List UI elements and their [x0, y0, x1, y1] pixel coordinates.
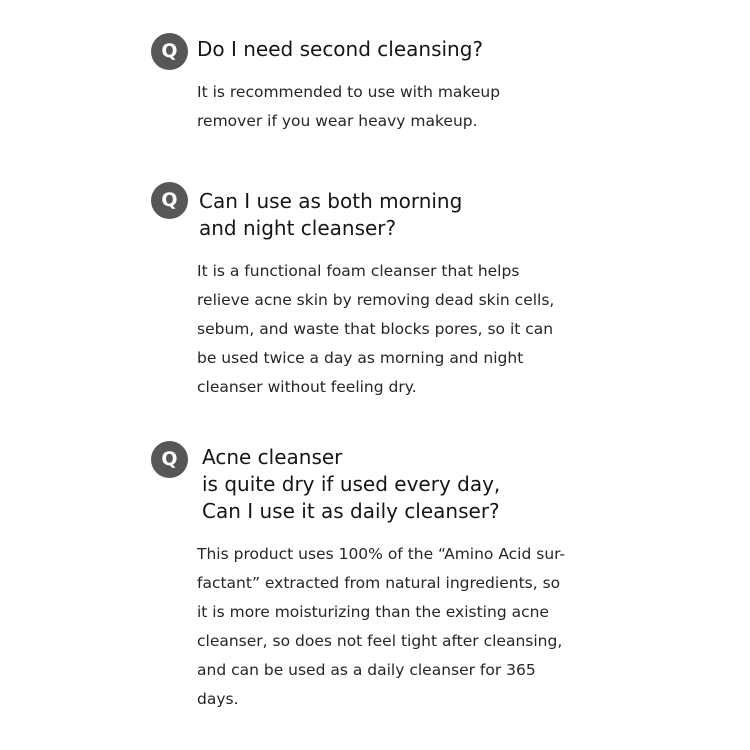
faq-question-1: [197, 36, 483, 63]
answer-line: cleanser, so does not feel tight after cleansing,: [197, 632, 563, 650]
question-line: Can I use as both morning: [199, 189, 463, 213]
answer-line: This product uses 100% of the “Amino Acid sur-: [197, 545, 566, 563]
answer-line: It is recommended to use with makeup: [197, 83, 501, 101]
faq-answer-3: [197, 540, 565, 714]
answer-line: be used twice a day as morning and night: [197, 349, 524, 367]
question-line: is quite dry if used every day,: [202, 472, 501, 496]
answer-line: remover if you wear heavy makeup.: [197, 112, 478, 130]
faq-answer-2: [197, 257, 554, 402]
answer-line: it is more moisturizing than the existing acne: [197, 603, 549, 621]
question-line: Acne cleanser: [202, 445, 343, 469]
answer-line: and can be used as a daily cleanser for 365: [197, 661, 536, 679]
answer-line: sebum, and waste that blocks pores, so it can: [197, 320, 554, 338]
answer-line: relieve acne skin by removing dead skin cells,: [197, 291, 555, 309]
faq-answer-1: [197, 78, 500, 136]
answer-line: cleanser without feeling dry.: [197, 378, 417, 396]
q-badge-icon: Q: [151, 33, 188, 70]
answer-line: factant” extracted from natural ingredients, so: [197, 574, 561, 592]
answer-line: days.: [197, 690, 239, 708]
q-badge-icon: Q: [151, 441, 188, 478]
question-line: Do I need second cleansing?: [197, 37, 484, 61]
q-badge-icon: Q: [151, 182, 188, 219]
answer-line: It is a functional foam cleanser that helps: [197, 262, 520, 280]
question-line: and night cleanser?: [199, 216, 397, 240]
faq-question-3: [202, 444, 500, 525]
question-line: Can I use it as daily cleanser?: [202, 499, 500, 523]
faq-question-2: [199, 188, 462, 242]
